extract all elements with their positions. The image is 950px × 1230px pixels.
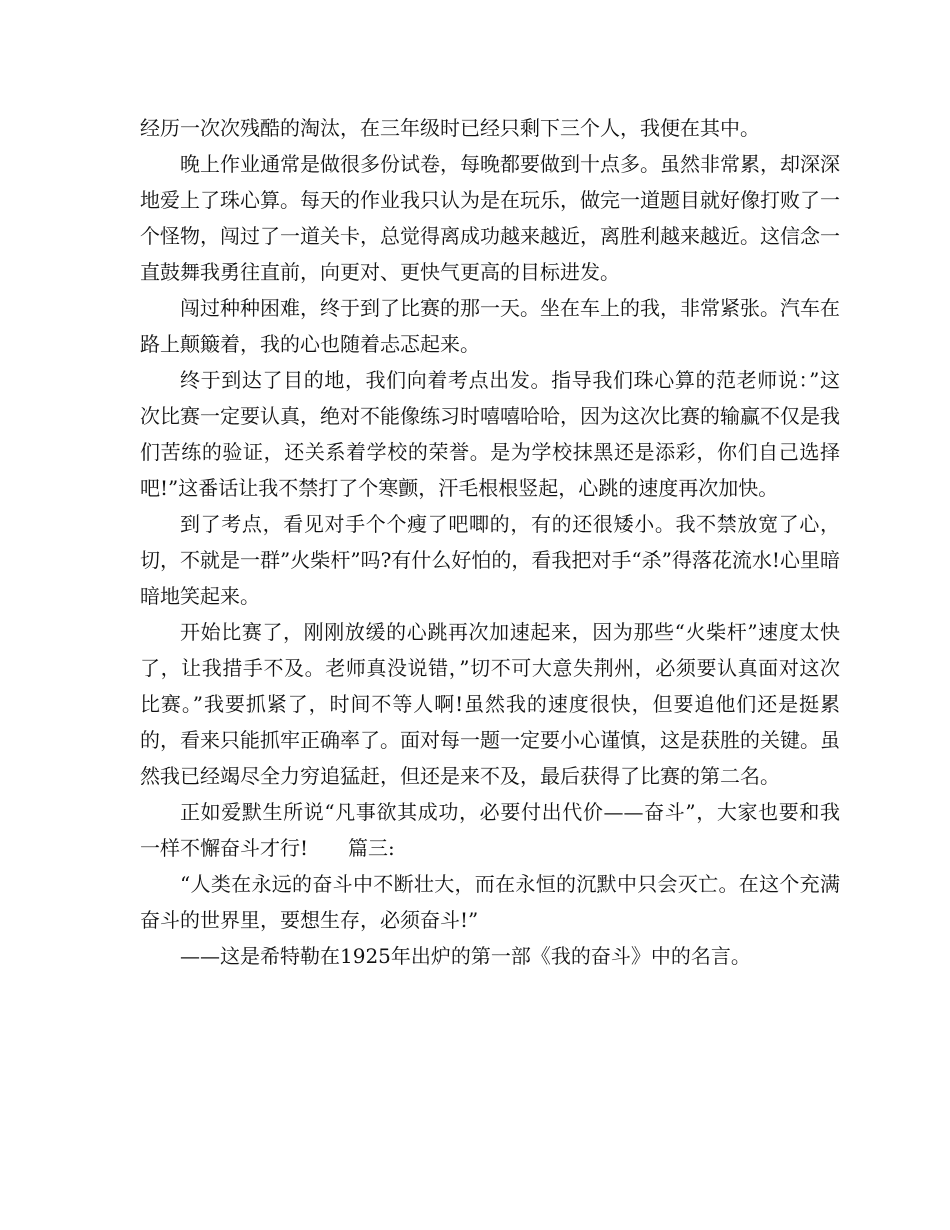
document-body bbox=[140, 110, 840, 974]
paragraph-3: 闯过种种困难，终于到了比赛的那一天。坐在车上的我，非常紧张。汽车在路上颠簸着，我的心也随着忐忑起来。 bbox=[140, 296, 840, 356]
paragraph-2: 晚上作业通常是做很多份试卷，每晚都要做到十点多。虽然非常累，却深深地爱上了珠心算。每天的作业我只认为是在玩乐，做完一道题目就好像打败了一个怪物，闯过了一道关卡，总觉得离成功越来越近，离胜利越来越近。这信念一直鼓舞我勇往直前，向更对、更快气更高的目标进发。 bbox=[140, 152, 840, 284]
section-heading-3: 篇三: bbox=[348, 836, 395, 860]
paragraph-7-text: 正如爱默生所说“凡事欲其成功，必要付出代价——奋斗”，大家也要和我一样不懈奋斗才行! bbox=[140, 800, 840, 860]
paragraph-1: 经历一次次残酷的淘汰，在三年级时已经只剩下三个人，我便在其中。 bbox=[140, 116, 760, 140]
paragraph-attribution: ——这是希特勒在1925年出炉的第一部《我的奋斗》中的名言。 bbox=[180, 944, 751, 968]
paragraph-7 bbox=[140, 794, 840, 866]
paragraph-6: 开始比赛了，刚刚放缓的心跳再次加速起来，因为那些“火柴杆”速度太快了，让我措手不及。老师真没说错，”切不可大意失荆州，必须要认真面对这次比赛。”我要抓紧了，时间不等人啊!虽然我的速度很快，但要追他们还是挺累的，看来只能抓牢正确率了。面对每一题一定要小心谨慎，这是获胜的关键。虽然我已经竭尽全力穷追猛赶，但还是来不及，最后获得了比赛的第二名。 bbox=[140, 620, 840, 788]
paragraph-5: 到了考点，看见对手个个瘦了吧唧的，有的还很矮小。我不禁放宽了心，切，不就是一群”火柴杆”吗?有什么好怕的，看我把对手“杀”得落花流水!心里暗暗地笑起来。 bbox=[140, 512, 840, 608]
paragraph-4: 终于到达了目的地，我们向着考点出发。指导我们珠心算的范老师说：”这次比赛一定要认真，绝对不能像练习时嘻嘻哈哈，因为这次比赛的输赢不仅是我们苦练的验证，还关系着学校的荣誉。是为学校抹黑还是添彩，你们自己选择吧!”这番话让我不禁打了个寒颤，汗毛根根竖起，心跳的速度再次加快。 bbox=[140, 368, 840, 500]
paragraph-quote: “人类在永远的奋斗中不断壮大，而在永恒的沉默中只会灭亡。在这个充满奋斗的世界里，要想生存，必须奋斗!” bbox=[140, 872, 840, 932]
